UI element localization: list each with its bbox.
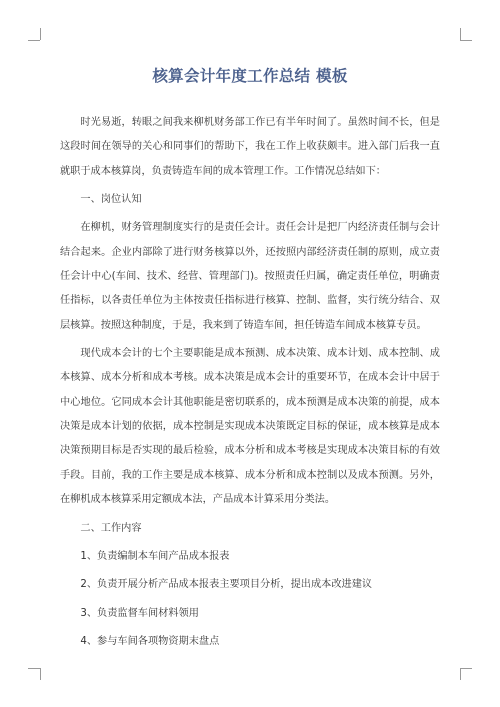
document-body [60,111,440,654]
crop-mark-bottom-left-h [28,668,40,669]
crop-mark-bottom-right-v [460,668,461,680]
crop-mark-bottom-left-v [40,668,41,680]
crop-mark-bottom-right-h [460,668,472,669]
list-item: 3、负责监督车间材料领用 [80,607,199,619]
paragraph-intro: 时光易逝，转眼之间我来柳机财务部工作已有半年时间了。虽然时间不长，但是这段时间在领导的关心和同事们的帮助下，我在工作上收获颇丰。进入部门后我一直就职于成本核算岗，负责铸造车间的成本管理工作。工作情况总结如下： [60,117,440,177]
crop-mark-top-left-h [28,40,40,41]
crop-mark-top-right-h [460,40,472,41]
list-item: 4、参与车间各项物资期末盘点 [80,635,220,647]
paragraph-responsibility-accounting: 在柳机，财务管理制度实行的是责任会计。责任会计是把厂内经济责任制与会计结合起来。企业内部除了进行财务核算以外，还按照内部经济责任制的原则，成立责任会计中心(车间、技术、经营、管理部门)。按照责任归属，确定责任单位，明确责任指标，以各责任单位为主体按责任指标进行核算、控制、监督，实行统分结合、双层核算。按照这种制度，于是，我来到了铸造车间，担任铸造车间成本核算专员。 [60,222,440,331]
document-title: 核算会计年度工作总结 模板 [152,67,348,85]
crop-mark-top-left-v [40,28,41,40]
section-heading-work-content: 二、工作内容 [80,522,142,534]
crop-mark-top-right-v [460,28,461,40]
list-item: 1、负责编制本车间产品成本报表 [80,550,230,562]
paragraph-cost-accounting-functions: 现代成本会计的七个主要职能是成本预测、成本决策、成本计划、成本控制、成本核算、成本分析和成本考核。成本决策是成本会计的重要环节，在成本会计中居于中心地位。它同成本会计其他职能是密切联系的，成本预测是成本决策的前提，成本决策是成本计划的依据，成本控制是实现成本决策既定目标的保证，成本核算是成本决策预期目标是否实现的最后检验，成本分析和成本考核是实现成本决策目标的有效手段。目前，我的工作主要是成本核算、成本分析和成本控制以及成本预测。另外，在柳机成本核算采用定额成本法，产品成本计算采用分类法。 [60,348,440,506]
list-item: 2、负责开展分析产品成本报表主要项目分析，提出成本改进建议 [80,579,373,591]
section-heading-job-role: 一、岗位认知 [80,194,142,206]
